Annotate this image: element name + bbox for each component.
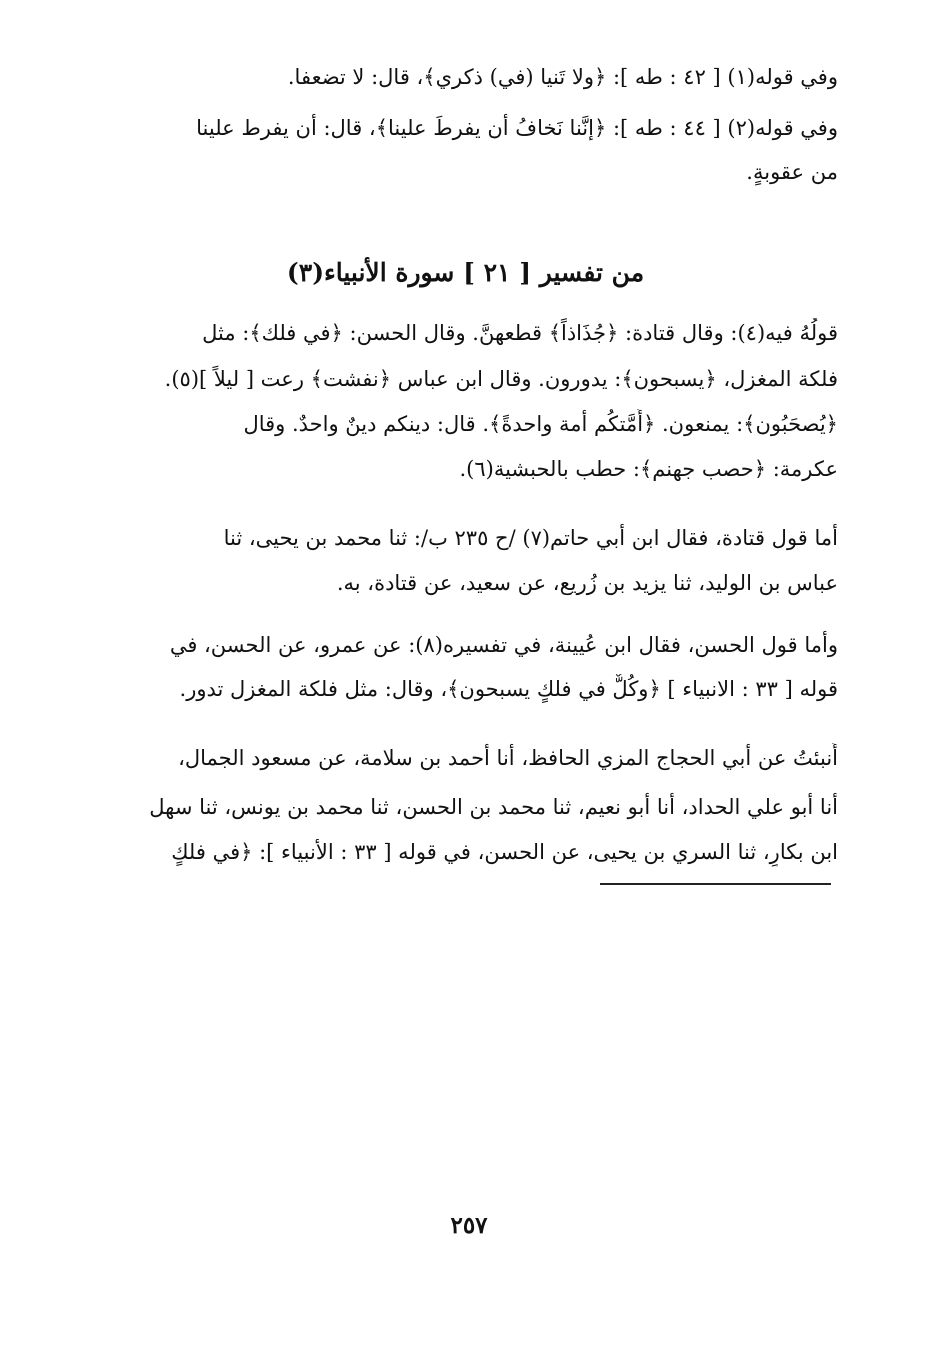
text-line: عباس بن الوليد، ثنا يزيد بن زُريع، عن سعيد، عن قتادة، به. [336,571,838,595]
text-line: ابن بكارٍ، ثنا السري بن يحيى، عن الحسن، في قوله [ ٣٣ : الأنبياء ]: ﴿في فلكٍ [171,840,838,864]
footnote-divider [600,883,831,885]
text-line: فلكة المغزل، ﴿يسبحون﴾: يدورون. وقال ابن عباس ﴿نفشت﴾ رعت [ ليلاً ](٥). [164,367,838,391]
text-line: أُنبئتُ عن أبي الحجاج المزي الحافظ، أنا أحمد بن سلامة، عن مسعود الجمال، [178,746,838,770]
text-line: قولُهُ فيه(٤): وقال قتادة: ﴿جُذَاذاً﴾ قطعهنَّ. وقال الحسن: ﴿في فلك﴾: مثل [202,321,838,345]
text-line: قوله [ ٣٣ : الانبياء ] ﴿وكُلٌّ في فلكٍ يسبحون﴾، وقال: مثل فلكة المغزل تدور. [179,677,838,701]
text-line: عكرمة: ﴿حصب جهنم﴾: حطب بالحبشية(٦). [459,457,838,481]
chapter-heading: من تفسير [ ٢١ ] سورة الأنبياء(٣) [286,258,645,287]
text-line: أنا أبو علي الحداد، أنا أبو نعيم، ثنا محمد بن الحسن، ثنا محمد بن يونس، ثنا سهل [149,795,838,819]
text-line: أما قول قتادة، فقال ابن أبي حاتم(٧) /ح ٢٣٥ ب/: ثنا محمد بن يحيى، ثنا [223,526,838,550]
text-line: وفي قوله(١) [ ٤٢ : طه ]: ﴿ولا تَنيا (في) ذكري﴾، قال: لا تضعفا. [287,65,838,89]
text-line: وأما قول الحسن، فقال ابن عُيينة، في تفسيره(٨): عن عمرو، عن الحسن، في [169,633,838,657]
text-line: وفي قوله(٢) [ ٤٤ : طه ]: ﴿إنَّنا نَخافُ أن يفرطَ علينا﴾، قال: أن يفرط علينا [196,116,838,140]
text-line: من عقوبةٍ. [746,160,838,184]
text-line: ﴿يُصحَبُون﴾: يمنعون. ﴿أُمَّتكُم أمة واحدةً﴾. قال: دينكم دينٌ واحدٌ. وقال [243,412,838,436]
page-number: ٢٥٧ [450,1212,488,1239]
